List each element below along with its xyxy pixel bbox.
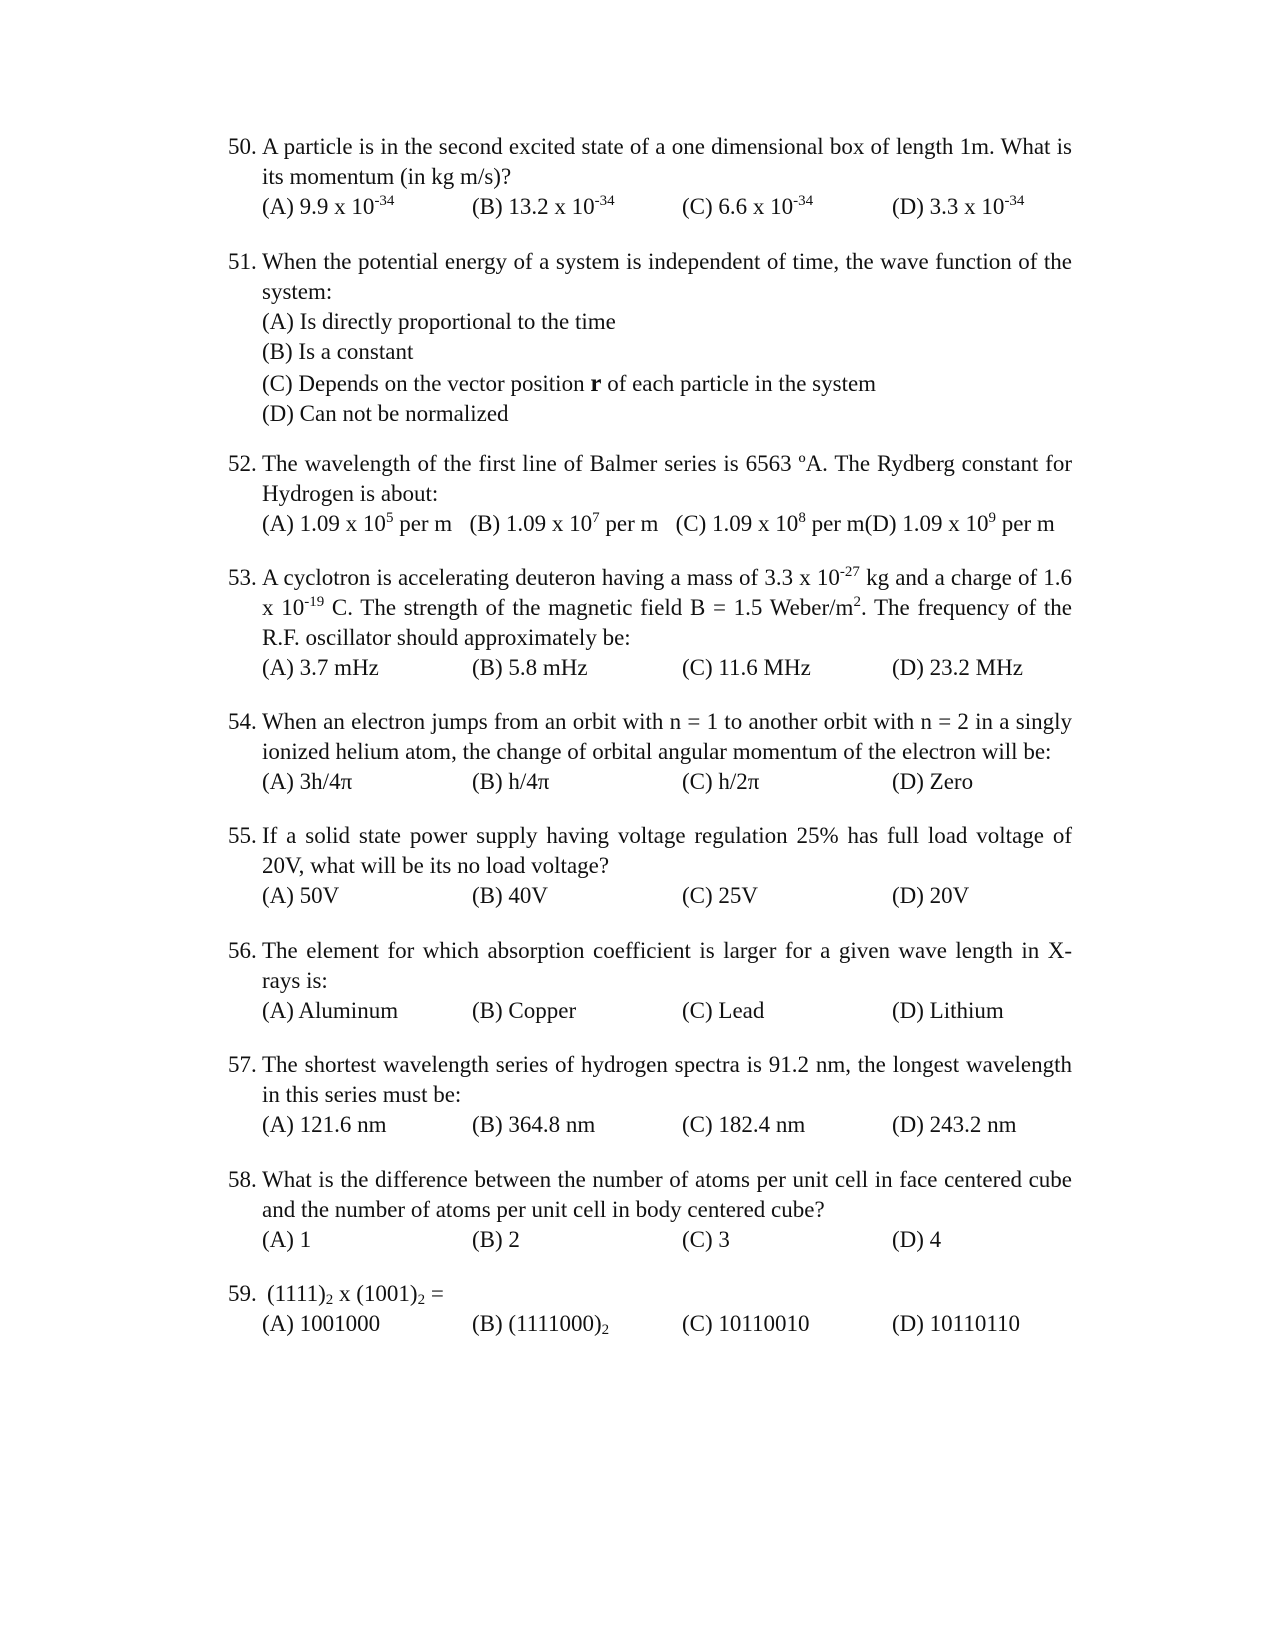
option-b[interactable]: (B) 1.09 x $10^7$ per m — [469, 510, 659, 536]
question-text: The shortest wavelength series of hydrogen spectra is 91.2 nm, the longest wavelength in this series must be: — [262, 1052, 1072, 1107]
option-d[interactable]: (D) Lithium — [892, 998, 1004, 1023]
question-text: What is the difference between the number of atoms per unit cell in face centered cube and the number of atoms per unit cell in body centered cube? — [262, 1167, 1072, 1222]
option-b[interactable]: (B) 5.8 mHz — [472, 655, 588, 680]
option-c[interactable]: (C) h/2π — [682, 769, 760, 794]
option-d[interactable]: (D) 3.3 x $10^{-34}$ — [892, 193, 1025, 219]
option-c[interactable]: (C) Lead — [682, 998, 765, 1023]
option-a[interactable]: (A) 9.9 x $10^{-34}$ — [262, 193, 395, 219]
question-51 — [228, 247, 1072, 429]
question-text: When the potential energy of a system is independent of time, the wave function of the system: — [262, 249, 1072, 304]
question-number: 58. — [228, 1167, 257, 1192]
question-number: 56. — [228, 938, 257, 963]
option-b[interactable]: (B) 13.2 x $10^{-34}$ — [472, 193, 615, 219]
option-b[interactable]: (B) $(1111000)_2$ — [472, 1311, 610, 1338]
option-a[interactable]: (A) 50V — [262, 883, 340, 908]
question-number: 54. — [228, 709, 257, 734]
question-54 — [228, 707, 1072, 797]
question-number: 59. — [228, 1281, 257, 1306]
options-row — [262, 996, 1072, 1026]
question-stem — [228, 936, 1072, 996]
option-a[interactable]: (A) 3.7 mHz — [262, 655, 379, 680]
question-number: 50. — [228, 134, 257, 159]
option-c[interactable]: (C) 182.4 nm — [682, 1112, 806, 1137]
option-d[interactable]: (D) 1.09 x $10^9$ per m — [864, 510, 1055, 536]
question-number: 57. — [228, 1052, 257, 1077]
question-number: 53. — [228, 565, 257, 590]
question-57 — [228, 1050, 1072, 1140]
options-row — [262, 1110, 1072, 1140]
option-d[interactable]: (D) 20V — [892, 883, 970, 908]
question-stem — [228, 821, 1072, 881]
question-number: 51. — [228, 249, 257, 274]
option-a[interactable]: (A) 1 — [262, 1227, 312, 1252]
options-row — [262, 767, 1072, 797]
option-b[interactable]: (B) 40V — [472, 883, 549, 908]
option-b[interactable]: (B) 2 — [472, 1227, 520, 1252]
question-stem — [228, 707, 1072, 767]
option-a[interactable]: (A) 121.6 nm — [262, 1112, 387, 1137]
options-row — [262, 1309, 1072, 1339]
question-text: A cyclotron is accelerating deuteron having a mass of 3.3 x $10^{-27}$ kg and a charge of 1.6 x $10^{-19}$ C. The strength of the magnetic field B = 1.5 Weber/$m^2$. The frequency of the R.F. oscillator should approximately be: — [262, 564, 1073, 650]
question-55 — [228, 821, 1072, 911]
question-stem — [228, 1050, 1072, 1110]
option-b[interactable]: (B) h/4π — [472, 769, 550, 794]
question-text: A particle is in the second excited state of a one dimensional box of length 1m. What is its momentum (in kg m/s)? — [262, 134, 1072, 189]
question-59 — [228, 1279, 1072, 1339]
options-row — [262, 509, 1072, 539]
option-d[interactable]: (D) 4 — [892, 1227, 942, 1252]
question-number: 55. — [228, 823, 257, 848]
option-c[interactable]: (C) 25V — [682, 883, 759, 908]
question-text: When an electron jumps from an orbit with n = 1 to another orbit with n = 2 in a singly ionized helium atom, the change of orbital angular momentum of the electron will be: — [262, 709, 1072, 764]
option-c[interactable]: (C) 11.6 MHz — [682, 655, 811, 680]
option-d[interactable]: (D) 23.2 MHz — [892, 655, 1023, 680]
question-stem — [228, 1165, 1072, 1225]
question-stem — [228, 449, 1072, 509]
option-c[interactable]: (C) 1.09 x $10^8$ per m — [675, 510, 865, 536]
options-row — [262, 1225, 1072, 1255]
option-a[interactable]: (A) Is directly proportional to the time — [262, 309, 616, 334]
option-c[interactable]: (C) 3 — [682, 1227, 730, 1252]
option-d[interactable]: (D) 10110110 — [892, 1311, 1020, 1336]
option-d[interactable]: (D) Can not be normalized — [262, 401, 509, 426]
option-a[interactable]: (A) 1001000 — [262, 1311, 381, 1336]
option-b[interactable]: (B) 364.8 nm — [472, 1112, 596, 1137]
option-b[interactable]: (B) Is a constant — [262, 339, 414, 364]
question-52 — [228, 449, 1072, 539]
question-53 — [228, 563, 1072, 683]
options-row — [262, 192, 1072, 222]
question-stem — [228, 1279, 1072, 1309]
option-d[interactable]: (D) 243.2 nm — [892, 1112, 1017, 1137]
question-text: The wavelength of the first line of Balmer series is 6563 ºA. The Rydberg constant for Hydrogen is about: — [262, 451, 1072, 506]
question-58 — [228, 1165, 1072, 1255]
option-d[interactable]: (D) Zero — [892, 769, 974, 794]
option-c[interactable]: (C) 6.6 x $10^{-34}$ — [682, 193, 814, 219]
question-number: 52. — [228, 451, 257, 476]
question-text: $(1111)_2$ x $(1001)_2$ = — [267, 1281, 444, 1308]
option-c[interactable]: (C) 10110010 — [682, 1311, 810, 1336]
options-row — [262, 653, 1072, 683]
question-text: If a solid state power supply having voltage regulation 25% has full load voltage of 20V, what will be its no load voltage? — [262, 823, 1072, 878]
option-b[interactable]: (B) Copper — [472, 998, 577, 1023]
question-50 — [228, 132, 1072, 222]
question-stem — [228, 247, 1072, 307]
question-stem — [228, 563, 1072, 653]
options-row — [262, 881, 1072, 911]
question-stem — [228, 132, 1072, 192]
option-a[interactable]: (A) Aluminum — [262, 998, 399, 1023]
question-text: The element for which absorption coefficient is larger for a given wave length in X-rays is: — [262, 938, 1072, 993]
option-a[interactable]: (A) 1.09 x $10^5$ per m — [262, 510, 453, 536]
option-c[interactable]: (C) Depends on the vector position r of each particle in the system — [262, 370, 877, 397]
question-56 — [228, 936, 1072, 1026]
option-a[interactable]: (A) 3h/4π — [262, 769, 353, 794]
